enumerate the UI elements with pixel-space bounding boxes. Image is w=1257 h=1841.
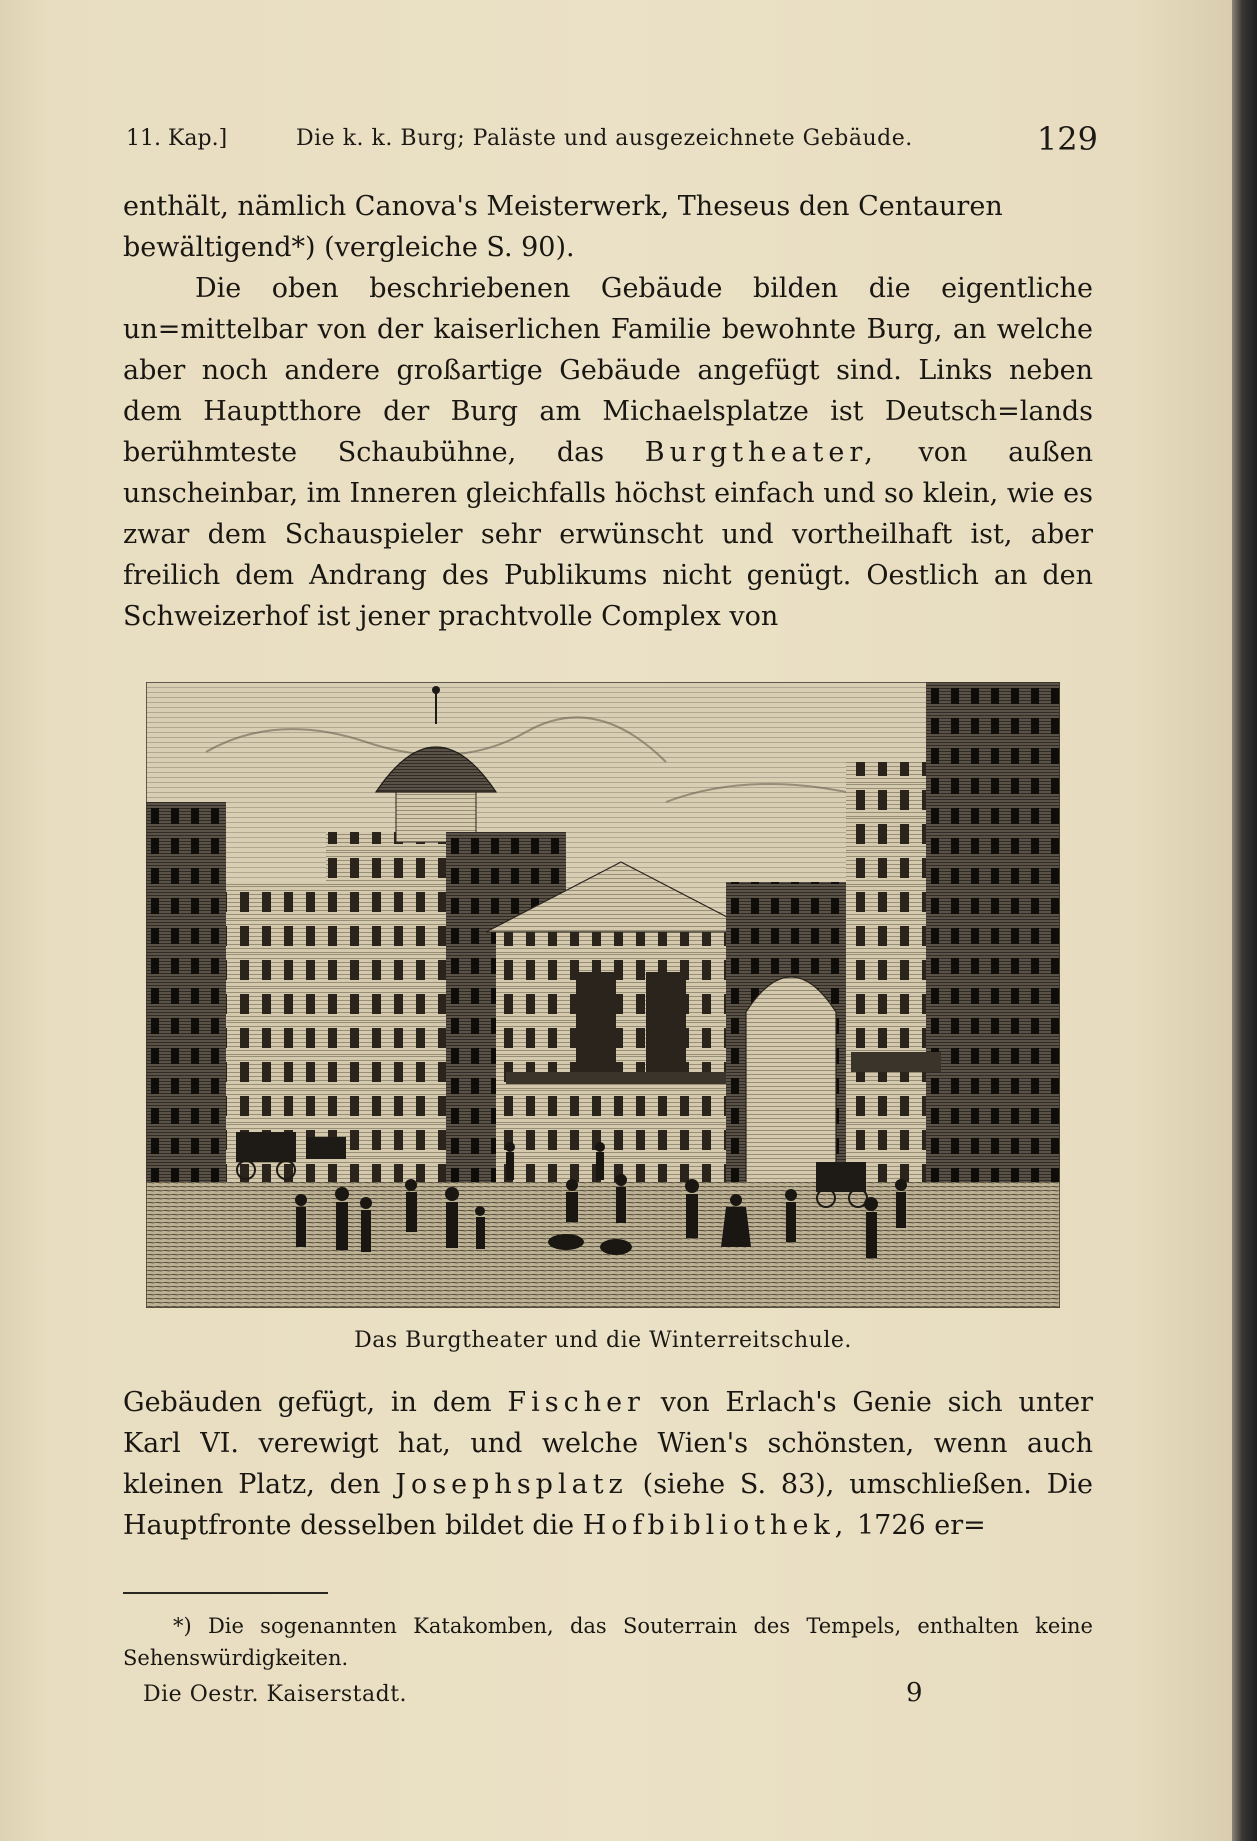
right-building: [846, 762, 926, 1202]
running-head: [126, 120, 1098, 160]
left-building: [146, 802, 226, 1202]
paragraph-text-start: Die oben beschriebenen Gebäude bilden die eigentliche un=mittelbar von der kaiserlichen Familie bewohnte Burg, an welche aber noch andere großartige Gebäude angefügt sind. Links neben dem Hauptthore der Burg am Michaelsplatze ist Deutsch=lands berühmteste Schaubühne, das: [123, 273, 1093, 468]
footnote-rule: [123, 1592, 328, 1594]
line-1: enthält, nämlich Canova's Meisterwerk, Theseus den Centauren: [123, 191, 1003, 222]
burgtheater-facade: [496, 932, 746, 1192]
chapter-reference: 11. Kap.]: [126, 126, 228, 151]
text-part-1: Gebäuden gefügt, in dem: [123, 1387, 492, 1418]
spaced-term-burgtheater: Burgtheater,: [644, 437, 878, 468]
right-building-front: [926, 682, 1060, 1222]
text-block-lower: [123, 1382, 1093, 1546]
page-number: 129: [1036, 120, 1098, 158]
engraving-image: [146, 682, 1060, 1308]
text-part-2: von Erlach's Genie sich unter Karl VI. verewigt hat, und welche Wien's schönsten, wenn auch kleinen Platz, den: [123, 1387, 1093, 1500]
paragraph-continuation: [123, 186, 1093, 268]
footnote: [123, 1610, 1093, 1674]
spaced-term-fischer: Fischer: [507, 1387, 645, 1418]
engraving-illustration: [146, 682, 1060, 1308]
footnote-text: *) Die sogenannten Katakomben, das Souterrain des Tempels, enthalten keine Sehenswürdigkeiten.: [123, 1614, 1093, 1670]
text-block-upper: [123, 186, 1093, 637]
text-part-3: (siehe S. 83), umschließen. Die Hauptfronte desselben bildet die: [123, 1469, 1093, 1541]
text-part-4: 1726 er=: [856, 1510, 986, 1541]
paragraph-josephsplatz: [123, 1382, 1093, 1546]
signature-mark: Die Oestr. Kaiserstadt.: [143, 1682, 408, 1707]
page-edge-shadow: [1232, 0, 1257, 1841]
spaced-term-josephsplatz: Josephsplatz: [395, 1469, 628, 1500]
paragraph-text-end: von außen unscheinbar, im Inneren gleichfalls höchst einfach und so klein, wie es zwar dem Schauspieler sehr erwünscht und vortheilhaft ist, aber freilich dem Andrang des Publikums nicht genügt. Oestlich an den Schweizerhof ist jener prachtvolle Complex von: [123, 437, 1093, 632]
running-title: Die k. k. Burg; Paläste und ausgezeichnete Gebäude.: [296, 126, 913, 151]
line-2: bewältigend*) (vergleiche S. 90).: [123, 232, 575, 263]
spaced-term-hofbibliothek: Hofbibliothek,: [582, 1510, 849, 1541]
sheet-number: 9: [906, 1678, 923, 1708]
paragraph-burgtheater: [123, 268, 1093, 637]
figure-caption: Das Burgtheater und die Winterreitschule.: [354, 1328, 852, 1353]
